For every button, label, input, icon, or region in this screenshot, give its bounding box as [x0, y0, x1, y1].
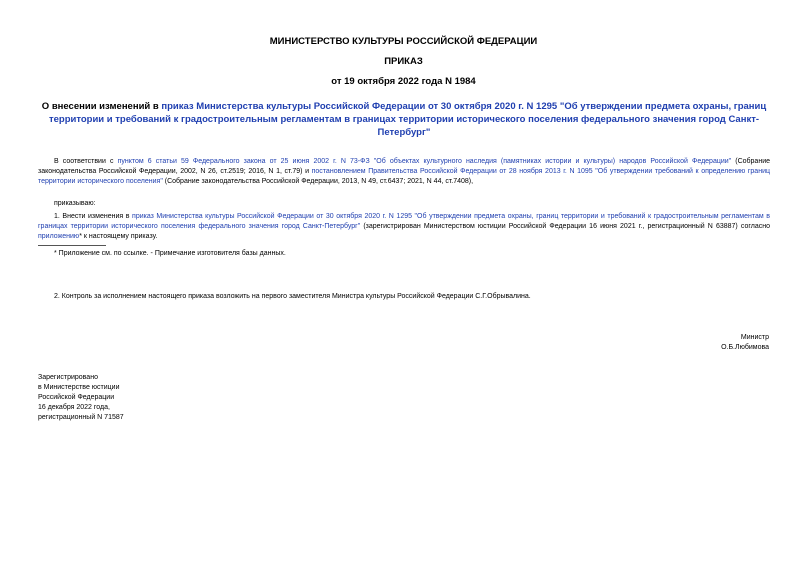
document-title: [38, 100, 770, 139]
clause-1-text-a: 1. Внести изменения в: [54, 213, 133, 220]
signature-block: [721, 333, 769, 353]
footnote-divider: [38, 245, 106, 246]
registration-block: [38, 373, 124, 423]
signature-name: О.Б.Любимова: [721, 344, 769, 351]
link-federal-law-73fz[interactable]: пунктом 6 статьи 59 Федерального закона от 25 июня 2002 г. N 73-ФЗ "Об объектах культурного наследия (памятниках истории и культуры) народов Российской Федерации": [117, 158, 732, 165]
clause-1-paragraph: [38, 212, 770, 242]
clause-1-text-b: (зарегистрирован Министерством юстиции Российской Федерации 16 июня 2021 г., регистрационный N 63887) согласно: [360, 223, 770, 230]
preamble-text-b: (Собрание законодательства Российской Федерации, 2002, N 26, ст.2519; 2016, N 1, ст.79) и: [38, 158, 770, 175]
preamble-text-a: В соответствии с: [54, 158, 118, 165]
order-word: приказываю:: [54, 200, 96, 207]
registration-line-1: Зарегистрировано: [38, 374, 98, 381]
doc-type-heading: ПРИКАЗ: [384, 56, 423, 67]
clause-1-text-c: * к настоящему приказу.: [79, 233, 158, 240]
preamble-text-c: (Собрание законодательства Российской Федерации, 2013, N 49, ст.6437; 2021, N 44, ст.7408),: [162, 178, 474, 185]
link-government-decree-1095[interactable]: постановлением Правительства Российской Федерации от 28 ноября 2013 г. N 1095 "Об утверждении требований к определению границ территории исторического поселения": [38, 168, 770, 185]
link-appendix[interactable]: приложению: [38, 233, 80, 240]
registration-line-5: регистрационный N 71587: [38, 414, 124, 421]
registration-line-2: в Министерстве юстиции: [38, 384, 120, 391]
title-link-order-1295[interactable]: приказ Министерства культуры Российской Федерации от 30 октября 2020 г. N 1295 "Об утверждении предмета охраны, границ территории и требований к градостроительным регламентам в границах территории исторического поселения федерального значения город Санкт-Петербург": [48, 101, 767, 138]
clause-2-paragraph: 2. Контроль за исполнением настоящего приказа возложить на первого заместителя Министра культуры Российской Федерации С.Г.Обрывалина.: [54, 293, 531, 300]
registration-line-3: Российской Федерации: [38, 394, 115, 401]
signature-position: Министр: [740, 334, 769, 341]
registration-line-4: 16 декабря 2022 года,: [38, 404, 110, 411]
date-number-heading: от 19 октября 2022 года N 1984: [331, 76, 476, 87]
title-prefix: О внесении изменений в: [41, 101, 162, 112]
preamble-paragraph: [38, 157, 770, 187]
ministry-heading: МИНИСТЕРСТВО КУЛЬТУРЫ РОССИЙСКОЙ ФЕДЕРАЦИИ: [269, 36, 538, 47]
footnote: * Приложение см. по ссылке. - Примечание изготовителя базы данных.: [54, 250, 286, 257]
link-order-1295[interactable]: приказ Министерства культуры Российской Федерации от 30 октября 2020 г. N 1295 "Об утверждении предмета охраны, границ территории и требований к градостроительным регламентам в границах территории исторического поселения федерального значения город Санкт-Петербург": [38, 213, 771, 230]
